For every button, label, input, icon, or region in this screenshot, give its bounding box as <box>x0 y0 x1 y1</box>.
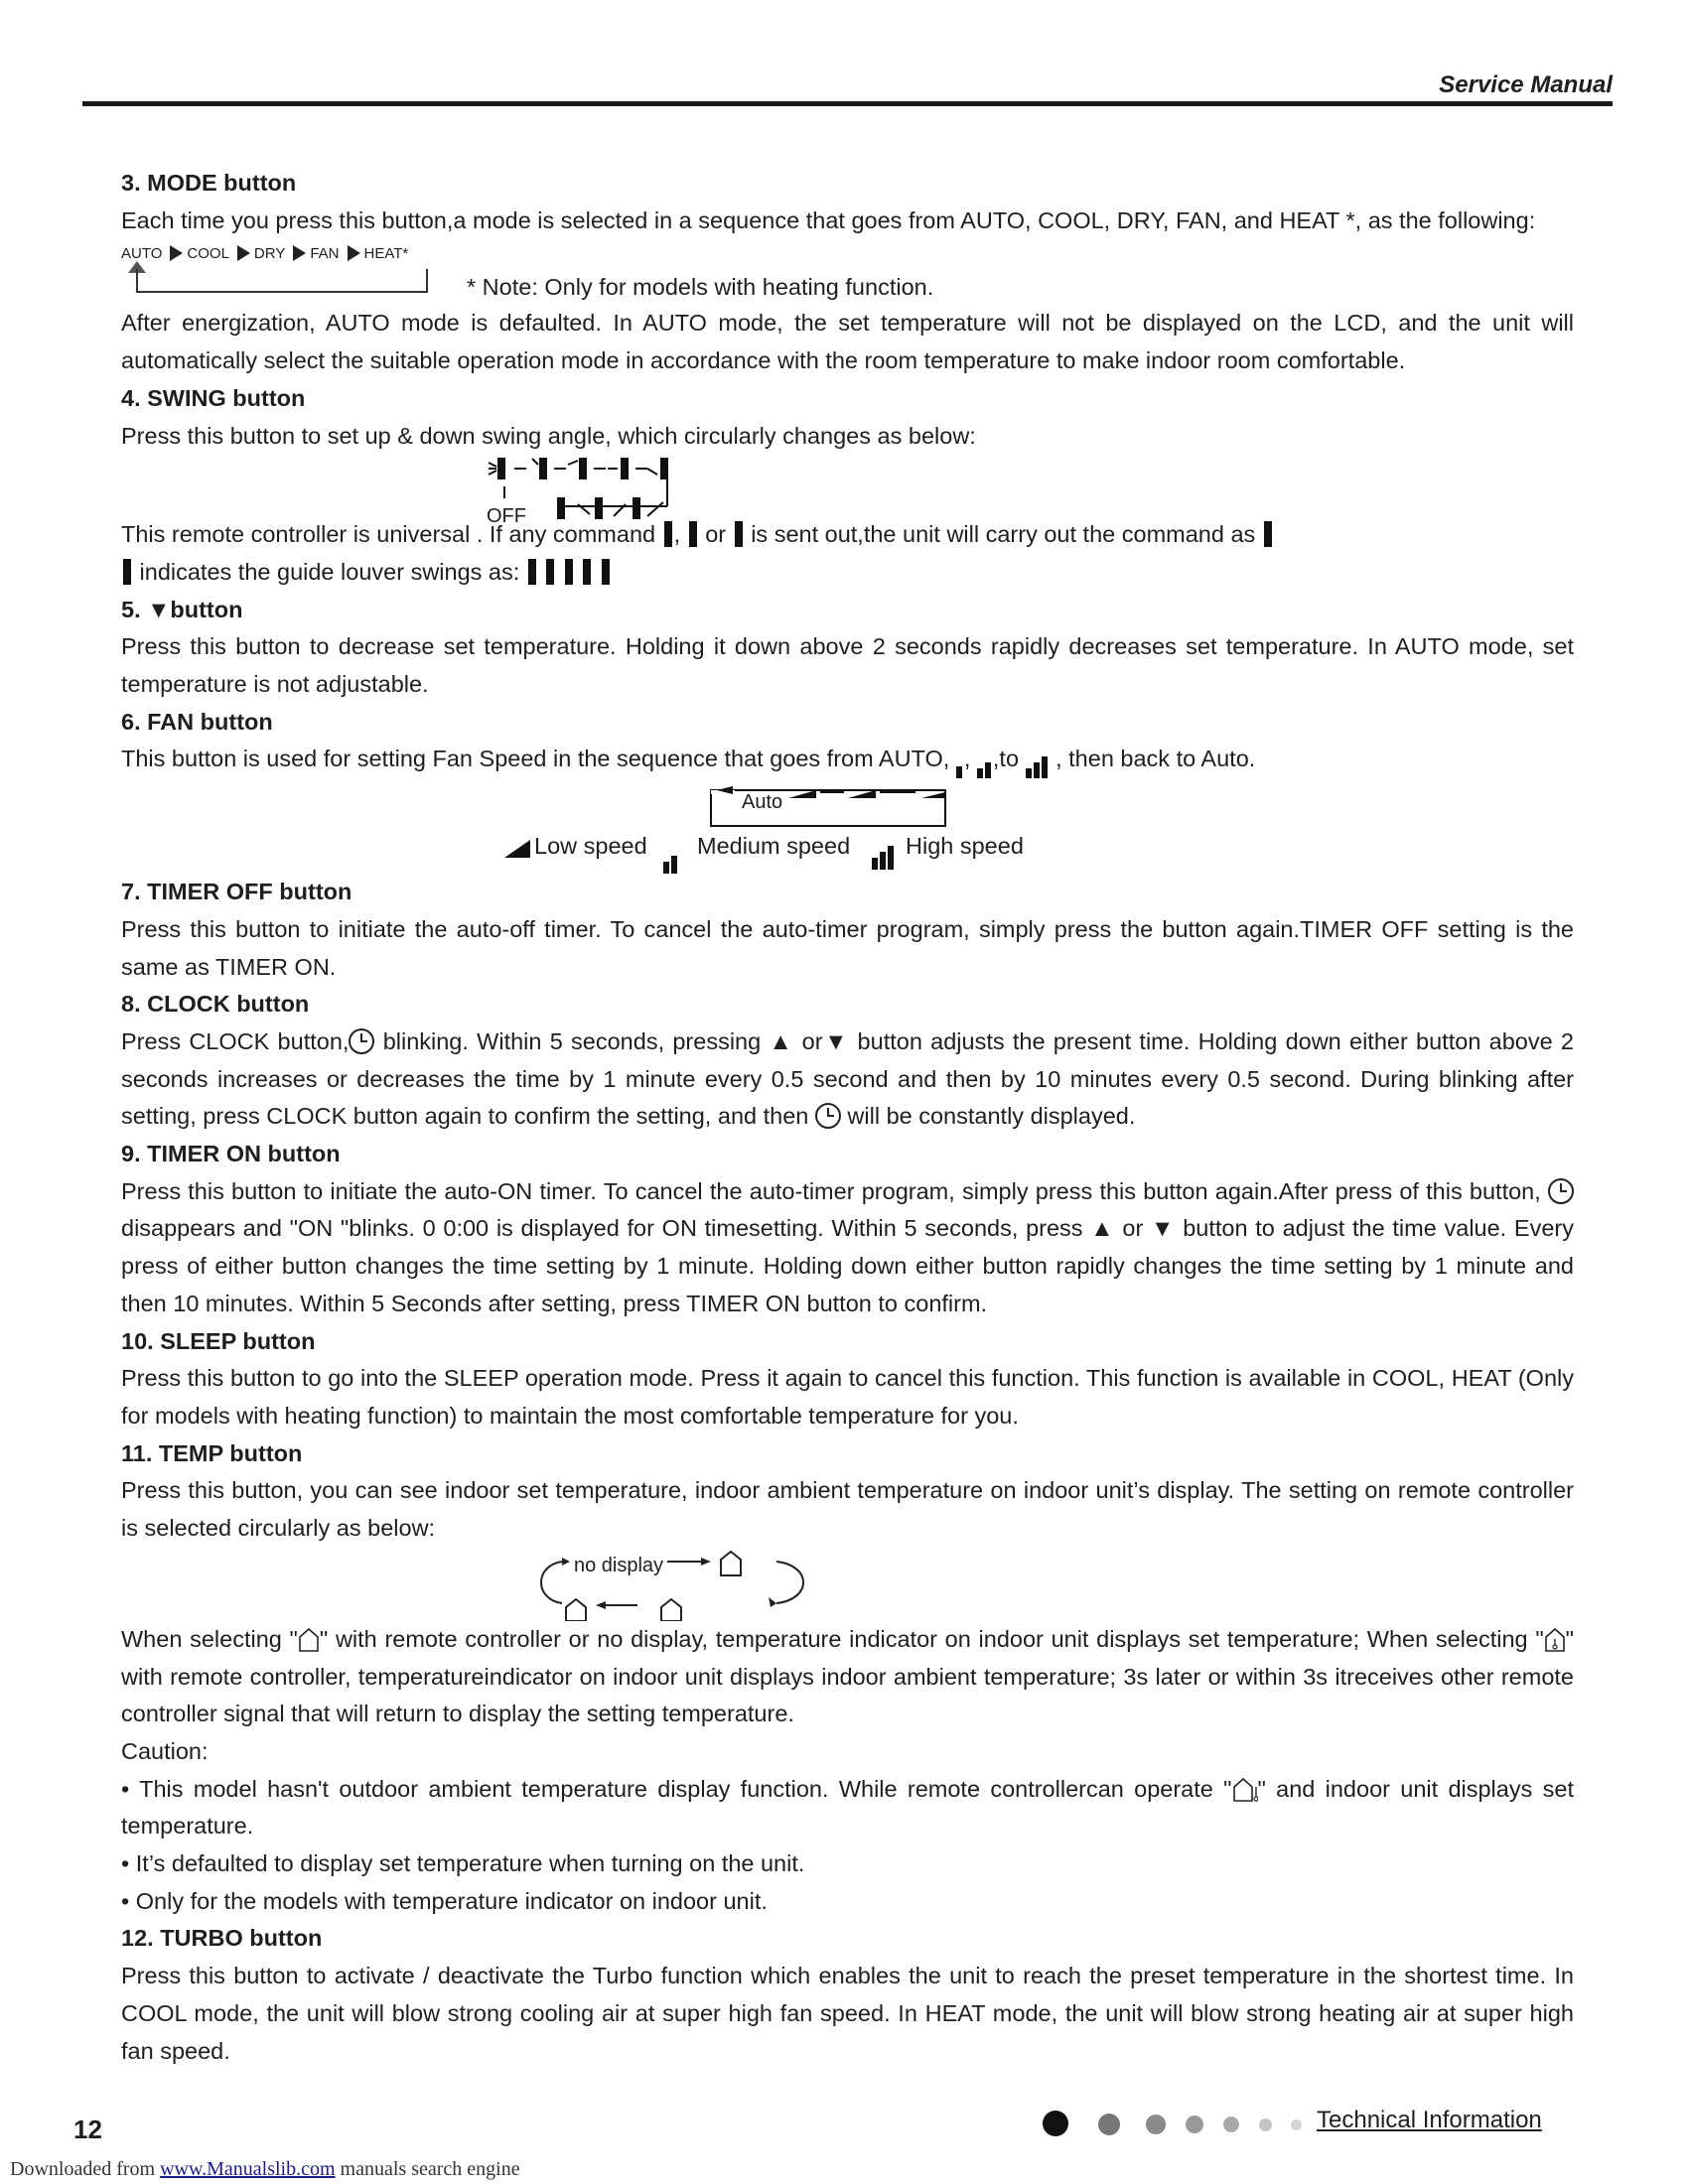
louver-position-icon <box>602 559 610 585</box>
swing-universal-line: This remote controller is universal . If any command , or is sent out,the unit will carry out the command as <box>121 516 1574 554</box>
temp-intro: Press this button, you can see indoor set temperature, indoor ambient temperature on indoor unit’s display. The setting on remote controller is selected circularly as below: <box>121 1477 1574 1542</box>
mode-seq-auto: AUTO <box>121 245 163 263</box>
temp-caution-1: • This model hasn't outdoor ambient temperature display function. While remote controllercan operate " " and indoor unit displays set temperature. <box>121 1775 1574 1840</box>
manualslib-link[interactable]: www.Manualslib.com <box>160 2158 336 2180</box>
play-arrow-icon <box>348 245 360 261</box>
fan-intro: This button is used for setting Fan Speed in the sequence that goes from AUTO, , ,to , then back to Auto. <box>121 741 1574 778</box>
downloaded-from: Downloaded from www.Manualslib.com manuals search engine <box>10 2158 520 2180</box>
dot-icon <box>1043 2111 1068 2136</box>
clock-heading: 8. CLOCK button <box>121 991 310 1018</box>
temp-body: When selecting " " with remote controller or no display, temperature indicator on indoor unit displays set temperature; When selecting " " with remote controller, temperatureindicator on indoor unit displays indoor ambient temperature; 3s later or within 3s itreceives other remote controller signal that will return to display the setting temperature. <box>121 1625 1574 1727</box>
fan-low-icon <box>956 746 964 771</box>
fan-high-icon <box>1026 746 1050 771</box>
temp-caution-2: • It’s defaulted to display set temperature when turning on the unit. <box>121 1850 805 1877</box>
timer-on-body: Press this button to initiate the auto-ON timer. To cancel the auto-timer program, simply press this button again.After press of this button, disappears and "ON "blinks. 0 0:00 is displayed for ON timesetting. Within 5 seconds, press ▲ or ▼ button to adjust the time value. Every press of either button changes the time setting by 1 minute. Holding down either button rapidly changes the time setting by 1 minute and then 10 minutes. Within 5 Seconds after setting, press TIMER ON button to confirm. <box>121 1177 1574 1316</box>
fan-high-icon <box>872 832 896 870</box>
technical-information-link[interactable]: Technical Information <box>1317 2107 1542 2133</box>
timer-off-heading: 7. TIMER OFF button <box>121 879 352 905</box>
timer-off-body: Press this button to initiate the auto-off timer. To cancel the auto-timer program, simply press the button again.TIMER OFF setting is the same as TIMER ON. <box>121 915 1574 980</box>
dot-icon <box>1259 2118 1272 2131</box>
outdoor-temp-icon <box>1232 1777 1258 1803</box>
louver-position-icon <box>583 559 591 585</box>
mode-loop-bracket <box>121 269 1574 305</box>
mode-seq-heat: HEAT* <box>363 245 409 263</box>
swing-off-label: OFF <box>487 505 526 528</box>
fan-low-icon <box>504 840 530 858</box>
louver-position-icon <box>528 559 536 585</box>
dot-icon <box>1291 2119 1302 2130</box>
fan-high-label: High speed <box>906 833 1024 860</box>
mode-sequence <box>121 239 1574 269</box>
temp-no-display-label: no display <box>574 1554 664 1576</box>
play-arrow-icon <box>170 245 183 261</box>
swing-intro: Press this button to set up & down swing angle, which circularly changes as below: <box>121 422 976 449</box>
clock-icon <box>1548 1178 1574 1204</box>
sleep-heading: 10. SLEEP button <box>121 1327 316 1354</box>
dot-icon <box>1098 2114 1120 2135</box>
clock-body: Press CLOCK button, blinking. Within 5 seconds, pressing ▲ or▼ button adjusts the present time. Holding down either button above 2 seconds increases or decreases the time by 1 minute every 0.5 second and then by 10 minutes every 0.5 second. During blinking after setting, press CLOCK button again to confirm the setting, and then will be constantly displayed. <box>121 1027 1574 1130</box>
mode-seq-dry: DRY <box>253 245 286 263</box>
sleep-body: Press this button to go into the SLEEP operation mode. Press it again to cancel this function. This function is available in COOL, HEAT (Only for models with heating function) to maintain the most comfortable temperature for you. <box>121 1365 1574 1429</box>
fan-auto-label: Auto <box>742 791 783 814</box>
play-arrow-icon <box>237 245 250 261</box>
louver-swing-icon <box>123 559 131 585</box>
fan-medium-label: Medium speed <box>697 833 851 860</box>
dot-icon <box>1223 2116 1239 2132</box>
play-arrow-icon <box>293 245 306 261</box>
clock-icon <box>349 1028 374 1054</box>
fan-heading: 6. FAN button <box>121 708 273 735</box>
fan-medium-icon <box>977 746 993 771</box>
clock-icon <box>815 1103 841 1129</box>
page-number: 12 <box>73 2115 102 2144</box>
swing-guide-line: indicates the guide louver swings as: <box>121 554 1574 592</box>
mode-seq-cool: COOL <box>187 245 229 263</box>
mode-note: * Note: Only for models with heating function. <box>467 274 934 301</box>
louver-position-icon <box>565 559 573 585</box>
fan-low-label: Low speed <box>534 833 647 860</box>
mode-body: After energization, AUTO mode is defaulted. In AUTO mode, the set temperature will not be displayed on the LCD, and the unit will automatically select the suitable operation mode in accordance with the room temperature to make indoor room comfortable. <box>121 310 1574 374</box>
house-thermometer-icon <box>1544 1627 1566 1653</box>
timer-on-heading: 9. TIMER ON button <box>121 1141 341 1167</box>
content <box>121 165 1574 2070</box>
temp-caution-3: • Only for the models with temperature indicator on indoor unit. <box>121 1887 768 1914</box>
swing-heading: 4. SWING button <box>121 384 306 411</box>
temp-cycle-diagram <box>121 1548 1574 1621</box>
fan-medium-icon <box>663 836 679 874</box>
temp-caution-label: Caution: <box>121 1737 209 1764</box>
temp-heading: 11. TEMP button <box>121 1439 303 1466</box>
fan-legend <box>121 828 1574 868</box>
turbo-heading: 12. TURBO button <box>121 1925 323 1952</box>
turbo-body: Press this button to activate / deactivate the Turbo function which enables the unit to reach the preset temperature in the shortest time. In COOL mode, the unit will blow strong cooling air at super high fan speed. In HEAT mode, the unit will blow strong heating air at super high fan speed. <box>121 1963 1574 2064</box>
down-body: Press this button to decrease set temperature. Holding it down above 2 seconds rapidly decreases set temperature. In AUTO mode, set temperature is not adjustable. <box>121 633 1574 698</box>
louver-position-icon <box>546 559 554 585</box>
house-icon <box>298 1627 320 1653</box>
header-rule <box>82 101 1613 106</box>
header-title: Service Manual <box>1439 71 1613 98</box>
down-heading: 5. ▼button <box>121 596 243 622</box>
mode-seq-fan: FAN <box>310 245 340 263</box>
mode-intro: Each time you press this button,a mode is selected in a sequence that goes from AUTO, COOL, DRY, FAN, and HEAT *, as the following: <box>121 206 1536 233</box>
swing-cycle-diagram <box>121 455 1574 532</box>
dot-icon <box>1186 2116 1203 2133</box>
dot-icon <box>1146 2115 1166 2134</box>
mode-heading: 3. MODE button <box>121 170 297 196</box>
